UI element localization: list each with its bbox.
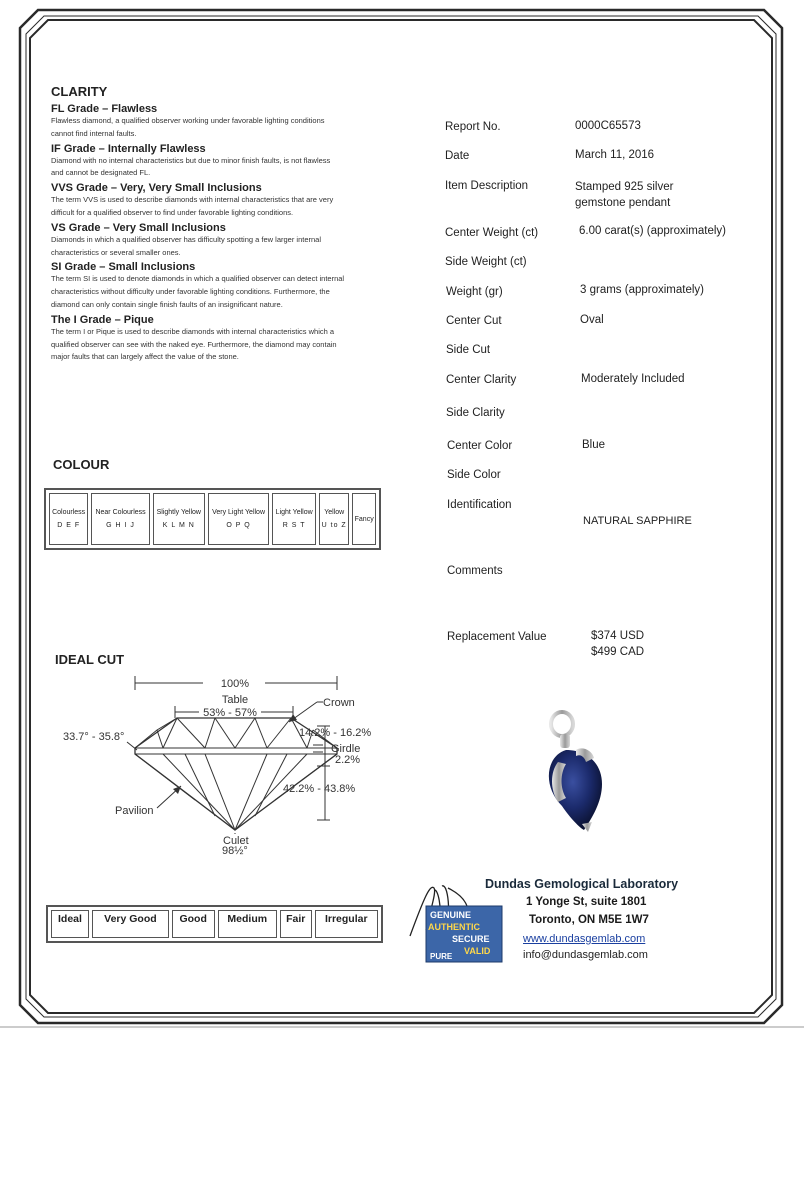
grade-line: characteristics without difficulty under favorable lighting conditions. Furthermore, the (51, 287, 330, 297)
date-value: March 11, 2016 (575, 149, 655, 161)
clarity-grade-fl (51, 103, 381, 141)
cut-girdle-label: Girdle (331, 743, 361, 755)
colour-cell-light-yellow (272, 493, 316, 545)
cut-crown-label: Crown (323, 697, 355, 709)
clarity-grade-vs (51, 222, 381, 260)
colour-code: G H I J (106, 522, 135, 529)
item-description-value: Stamped 925 silver gemstone pendant (575, 181, 674, 209)
grade-title: VVS Grade – Very, Very Small Inclusions (51, 182, 262, 195)
grade-line: cannot find internal faults. (51, 128, 137, 138)
side-clarity-label: Side Clarity (446, 407, 505, 419)
cut-grade-medium: Medium (218, 910, 277, 938)
grade-title: VS Grade – Very Small Inclusions (51, 221, 226, 234)
cut-table-range-label: 53% - 57% (203, 707, 257, 719)
center-weight-value: 6.00 carat(s) (approximately) (579, 225, 726, 237)
colour-cell-near-colourless (91, 493, 149, 545)
cut-culet-label: Culet (223, 835, 249, 847)
cut-crown-angle-label: 33.7° - 35.8° (63, 731, 125, 743)
grade-line: Flawless diamond, a qualified observer working under favorable lighting conditions (51, 116, 325, 125)
grade-title: The I Grade – Pique (51, 313, 154, 326)
grade-line: The term I or Pique is used to describe diamonds with internal characteristics which a (51, 326, 335, 336)
date-label: Date (445, 150, 470, 162)
side-weight-label: Side Weight (ct) (445, 256, 527, 268)
grade-line: Diamonds in which a qualified observer has difficulty spotting a few larger internal (51, 234, 322, 244)
colour-code: R S T (282, 522, 306, 529)
colour-cell-slightly-yellow (153, 493, 205, 545)
clarity-heading: CLARITY (51, 84, 108, 99)
cut-culet-angle-label: 98½° (222, 845, 248, 857)
grade-title: FL Grade – Flawless (51, 103, 158, 115)
cut-grade-fair: Fair (280, 910, 312, 938)
side-cut-label: Side Cut (446, 344, 491, 356)
cut-total-label: 100% (220, 678, 250, 690)
colour-cell-colourless (49, 493, 88, 545)
grade-line: The term VVS is used to describe diamonds with internal characteristics that are very (51, 195, 334, 205)
lab-address-line2: Toronto, ON M5E 1W7 (529, 914, 649, 926)
colour-scale-table (44, 488, 381, 550)
lab-address-line1: 1 Yonge St, suite 1801 (526, 896, 647, 908)
comments-label: Comments (447, 565, 503, 577)
lab-website-link[interactable]: www.dundasgemlab.com (523, 933, 646, 945)
colour-code: U to Z (321, 522, 347, 529)
colour-code: K L M N (162, 522, 195, 529)
side-color-label: Side Color (447, 469, 501, 481)
hologram-word-valid: VALID (464, 946, 491, 956)
grade-line: major faults that can largely affect the value of the stone. (51, 352, 239, 362)
clarity-grade-i (51, 314, 381, 364)
cut-pavilion-label: Pavilion (115, 805, 154, 817)
cut-grade-very-good: Very Good (92, 910, 169, 938)
center-clarity-label: Center Clarity (446, 374, 517, 386)
colour-name: Near Colourless (95, 509, 146, 516)
grade-line: Diamond with no internal characteristics but due to minor finish faults, is not flawless (51, 155, 331, 165)
colour-cell-yellow (319, 493, 349, 545)
lab-email: info@dundasgemlab.com (523, 949, 648, 961)
item-description-label: Item Description (445, 180, 529, 192)
colour-name: Fancy (354, 515, 374, 523)
report-no-value: 0000C65573 (575, 120, 641, 132)
colour-code: O P Q (226, 522, 251, 529)
clarity-grade-si (51, 261, 381, 311)
colour-name: Yellow (324, 509, 345, 516)
colour-code: D E F (57, 522, 81, 529)
center-clarity-value: Moderately Included (581, 373, 685, 385)
clarity-grade-vvs (51, 182, 381, 220)
weight-label: Weight (gr) (446, 286, 503, 298)
grade-line: and cannot be designated FL. (51, 168, 151, 178)
grade-title: IF Grade – Internally Flawless (51, 142, 206, 155)
grade-line: diamond can only contain single finish faults of an insignificant nature. (51, 299, 283, 309)
grade-line: difficult for a qualified observer to find under favorable lighting conditions. (51, 207, 294, 217)
center-cut-value: Oval (580, 314, 604, 326)
ideal-cut-diagram (55, 670, 395, 870)
replacement-value-label: Replacement Value (447, 631, 547, 643)
center-weight-label: Center Weight (ct) (445, 227, 539, 239)
center-color-label: Center Color (447, 440, 513, 452)
colour-name: Very Light Yellow (212, 509, 266, 516)
colour-cell-very-light-yellow (208, 493, 270, 545)
colour-name: Slightly Yellow (156, 509, 201, 516)
identification-label: Identification (447, 499, 512, 511)
cut-table-label: Table (221, 694, 249, 706)
weight-value: 3 grams (approximately) (580, 284, 704, 296)
replacement-value-usd: $374 USD (591, 630, 645, 642)
grade-line: qualified observer can see with the naked eye. Furthermore, the diamond may contain (51, 339, 337, 349)
identification-value: NATURAL SAPPHIRE (583, 515, 692, 527)
clarity-grade-if (51, 143, 381, 181)
lab-name: Dundas Gemological Laboratory (485, 877, 679, 891)
grade-title: SI Grade – Small Inclusions (51, 261, 196, 274)
cut-grade-ideal: Ideal (51, 910, 89, 938)
cut-pavilion-depth-label: 42.2% - 43.8% (283, 783, 356, 795)
report-no-label: Report No. (445, 121, 501, 133)
center-color-value: Blue (582, 439, 606, 451)
cut-girdle-pct-label: 2.2% (335, 754, 361, 766)
replacement-value-cad: $499 CAD (591, 646, 645, 658)
colour-heading: COLOUR (53, 457, 110, 472)
cut-crown-height-label: 14.2% - 16.2% (299, 727, 372, 739)
cut-grade-irregular: Irregular (315, 910, 378, 938)
center-cut-label: Center Cut (446, 315, 502, 327)
hologram-word-authentic: AUTHENTIC (428, 922, 480, 932)
cut-grade-good: Good (172, 910, 215, 938)
grade-line: characteristics or several smaller ones. (51, 247, 181, 257)
pendant-photo (536, 706, 616, 836)
colour-name: Light Yellow (275, 509, 313, 516)
grade-line: The term SI is used to denote diamonds in which a qualified observer can detect internal (51, 274, 345, 284)
colour-name: Colourless (52, 509, 86, 516)
hologram-word-genuine: GENUINE (430, 910, 472, 920)
hologram-word-pure: PURE (430, 952, 453, 961)
cut-grade-scale-table (46, 905, 383, 943)
ideal-cut-heading: IDEAL CUT (55, 652, 125, 667)
clarity-grade-list (51, 103, 381, 364)
hologram-word-secure: SECURE (452, 934, 490, 944)
colour-cell-fancy (352, 493, 376, 545)
